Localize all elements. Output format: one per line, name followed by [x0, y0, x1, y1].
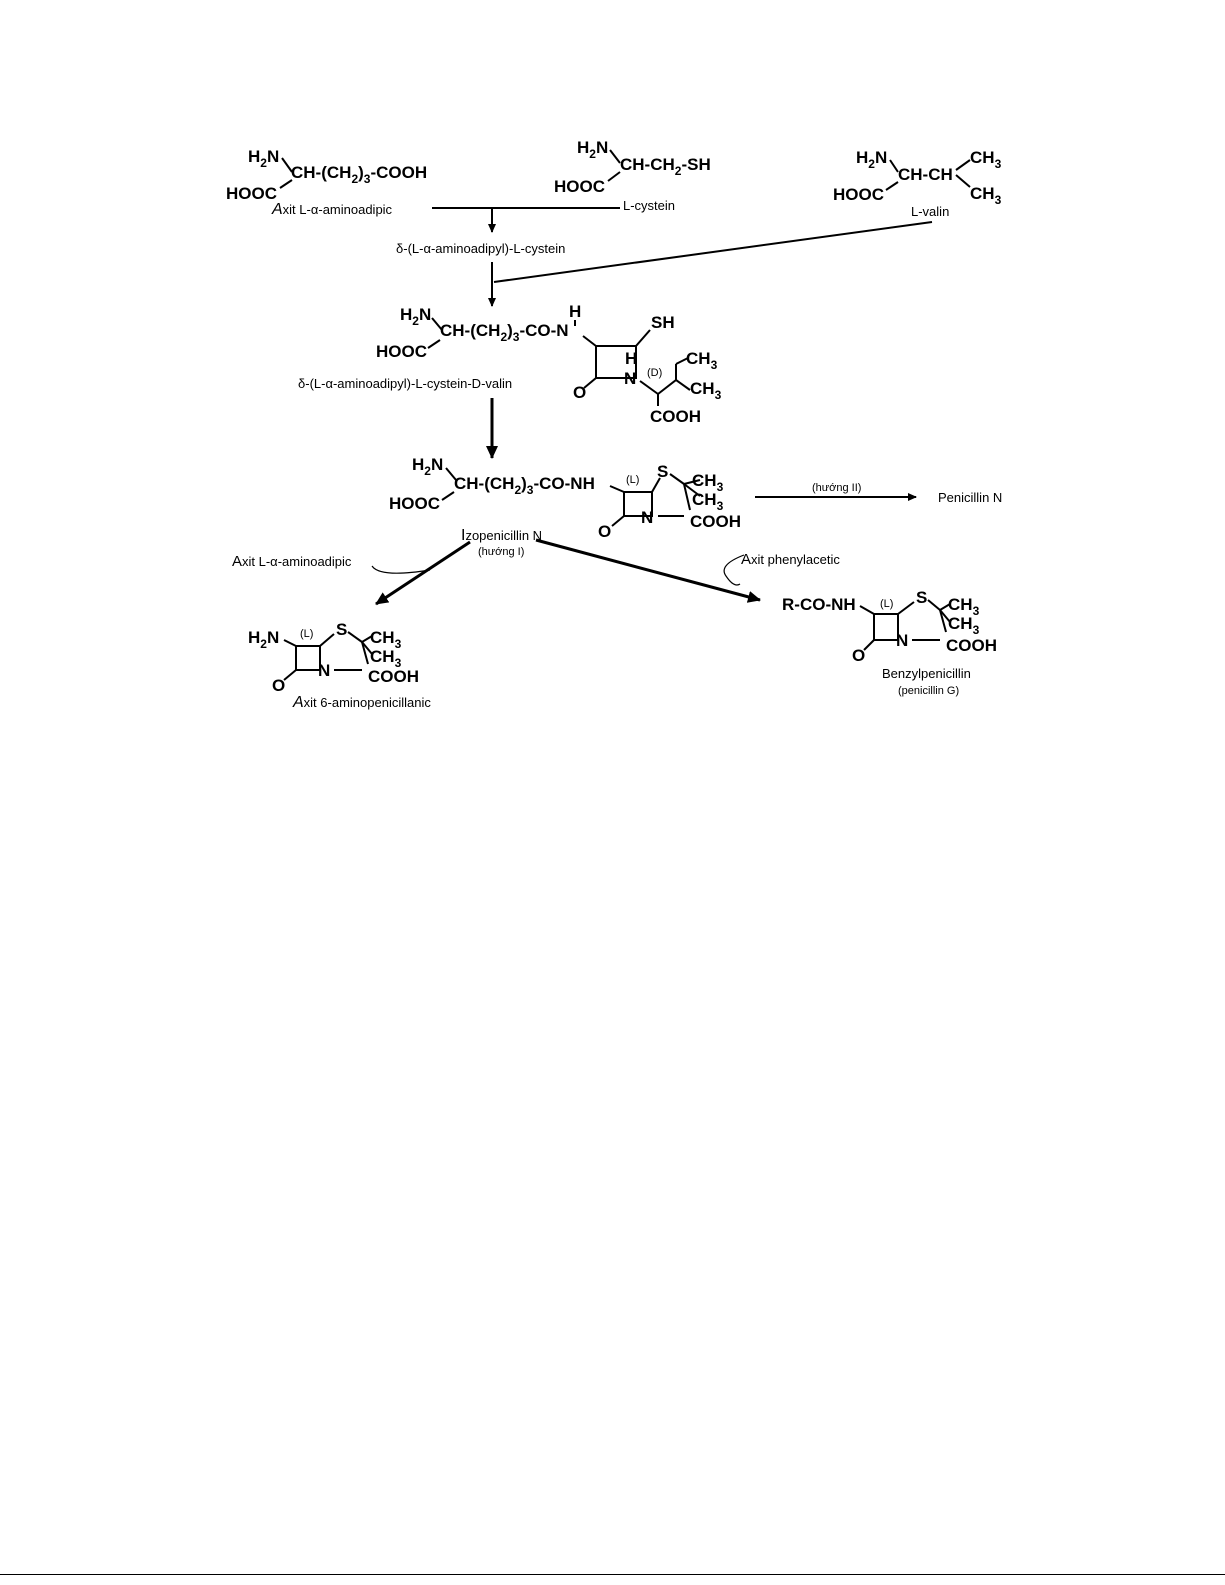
- label-penicillin-g: (penicillin G): [898, 685, 960, 697]
- bond: [670, 474, 684, 484]
- bond: [676, 380, 690, 390]
- bond: [583, 336, 596, 346]
- svg-text:(L): (L): [626, 474, 640, 486]
- label-aminoadipic-byproduct: Axit L-α-aminoadipic: [232, 553, 352, 570]
- bond: [320, 634, 334, 646]
- compound-tripeptide: [298, 302, 722, 426]
- svg-text:O: O: [272, 676, 286, 695]
- bond: [898, 602, 914, 614]
- page-bottom-border: [0, 1574, 1225, 1575]
- label-cystein: L-cystein: [623, 198, 676, 213]
- svg-text:O: O: [573, 383, 587, 402]
- svg-text:H2N: $H_2N$: [400, 305, 432, 328]
- svg-text:H: H: [569, 302, 582, 321]
- svg-text:COOH: COOH: [368, 667, 419, 686]
- bond: [658, 380, 676, 394]
- svg-text:H2N: $H_2N$: [248, 628, 280, 651]
- curved-arrow-byproduct: [372, 566, 430, 573]
- svg-text:CH3: $CH_3$: [692, 490, 724, 513]
- bond: [640, 381, 658, 394]
- svg-text:SH: SH: [651, 313, 675, 332]
- svg-text:(L): (L): [300, 628, 314, 640]
- bond: [612, 516, 624, 526]
- svg-text:CH-CH: CH-CH: [898, 165, 953, 184]
- bond: [608, 172, 620, 181]
- label-penicillin-n: Penicillin N: [938, 490, 1003, 505]
- bond: [928, 600, 940, 610]
- label-aminoadipic: Axit L-α-aminoadipic: [272, 201, 393, 218]
- svg-text:(D): (D): [647, 367, 663, 379]
- route-label-1: (hướng I): [478, 546, 525, 558]
- svg-text:S: S: [916, 588, 928, 607]
- svg-text:H2N: $H_2N$: [248, 147, 280, 170]
- svg-text:S: S: [336, 620, 348, 639]
- bond: [442, 492, 454, 500]
- svg-text:N: N: [318, 661, 331, 680]
- bond: [860, 606, 874, 614]
- svg-text:N: N: [641, 508, 654, 527]
- svg-text:CH3: $CH_3$: [948, 614, 980, 637]
- svg-text:CH-CH2-SH: $CH-CH_2-SH$: [620, 155, 711, 178]
- bond: [284, 670, 296, 680]
- svg-text:CH3: $CH_3$: [686, 349, 718, 372]
- svg-text:CH3: $CH_3$: [692, 471, 724, 494]
- svg-text:N: N: [624, 369, 637, 388]
- label-dipeptide: δ-(L-α-aminoadipyl)-L-cystein: [396, 241, 566, 256]
- compound-6-apa: [248, 620, 431, 711]
- bond: [956, 175, 970, 187]
- svg-text:R-CO-NH: R-CO-NH: [782, 595, 856, 614]
- label-6-apa: Axit 6-aminopenicillanic: [293, 694, 431, 711]
- svg-text:CH-(CH2)3-COOH: $CH-(CH_2)_3$-COOH: [291, 163, 428, 186]
- label-valin: L-valin: [911, 204, 950, 219]
- svg-text:O: O: [598, 522, 612, 541]
- svg-text:COOH: COOH: [650, 407, 701, 426]
- svg-text:COOH: COOH: [690, 512, 741, 531]
- compound-cystein: [554, 138, 711, 213]
- svg-text:N: N: [896, 631, 909, 650]
- svg-text:(L): (L): [880, 598, 894, 610]
- svg-text:CH3: $CH_3$: [690, 379, 722, 402]
- svg-text:CH3: $CH_3$: [970, 184, 1002, 207]
- bond: [886, 182, 898, 190]
- hooc-group: HOOC: [554, 177, 605, 196]
- hooc-group: HOOC: [376, 342, 427, 361]
- svg-text:COOH: COOH: [946, 636, 997, 655]
- beta-lactam-ring: [296, 646, 320, 670]
- svg-text:CH-(CH2)3-CO-NH: $CH-(CH_2)_3-CO-NH$: [454, 474, 595, 497]
- label-tripeptide: δ-(L-α-aminoadipyl)-L-cystein-D-valin: [298, 376, 513, 391]
- compound-benzylpenicillin: [782, 588, 997, 697]
- bond: [428, 340, 440, 348]
- compound-aminoadipic: [226, 147, 427, 218]
- beta-lactam-ring: [874, 614, 898, 640]
- svg-text:CH-(CH2)3-CO-N: $CH-(CH_2)_3-CO-N$: [440, 321, 569, 344]
- hooc-group: HOOC: [226, 184, 277, 203]
- svg-text:H2N: $H_2N$: [856, 148, 888, 171]
- svg-text:CH3: $CH_3$: [970, 148, 1002, 171]
- label-phenylacetic: Axit phenylacetic: [741, 551, 840, 568]
- bond: [890, 160, 898, 172]
- arrow-to-pen-g: [536, 540, 760, 600]
- svg-text:CH3: $CH_3$: [370, 647, 402, 670]
- compound-isopenicillin-n: [389, 455, 741, 558]
- bond: [348, 632, 362, 642]
- bond: [280, 180, 292, 188]
- svg-text:H2N: $H_2N$: [412, 455, 444, 478]
- hooc-group: HOOC: [389, 494, 440, 513]
- bond: [864, 640, 874, 650]
- label-isopenicillin-n: Izopenicillin N: [461, 527, 543, 544]
- bond: [610, 486, 624, 492]
- bond: [956, 160, 970, 170]
- label-benzylpenicillin: Benzylpenicillin: [882, 666, 971, 681]
- hooc-group: HOOC: [833, 185, 884, 204]
- svg-text:O: O: [852, 646, 866, 665]
- svg-text:S: S: [657, 462, 669, 481]
- svg-text:H2N: $H_2N$: [577, 138, 609, 161]
- svg-text:CH3: $CH_3$: [948, 595, 980, 618]
- bond: [610, 150, 620, 163]
- svg-text:CH3: $CH_3$: [370, 628, 402, 651]
- compound-valin: [833, 148, 1002, 219]
- bond: [636, 330, 650, 346]
- bond: [284, 640, 296, 646]
- route-label-2: (hướng II): [812, 482, 862, 494]
- svg-text:H: H: [625, 349, 638, 368]
